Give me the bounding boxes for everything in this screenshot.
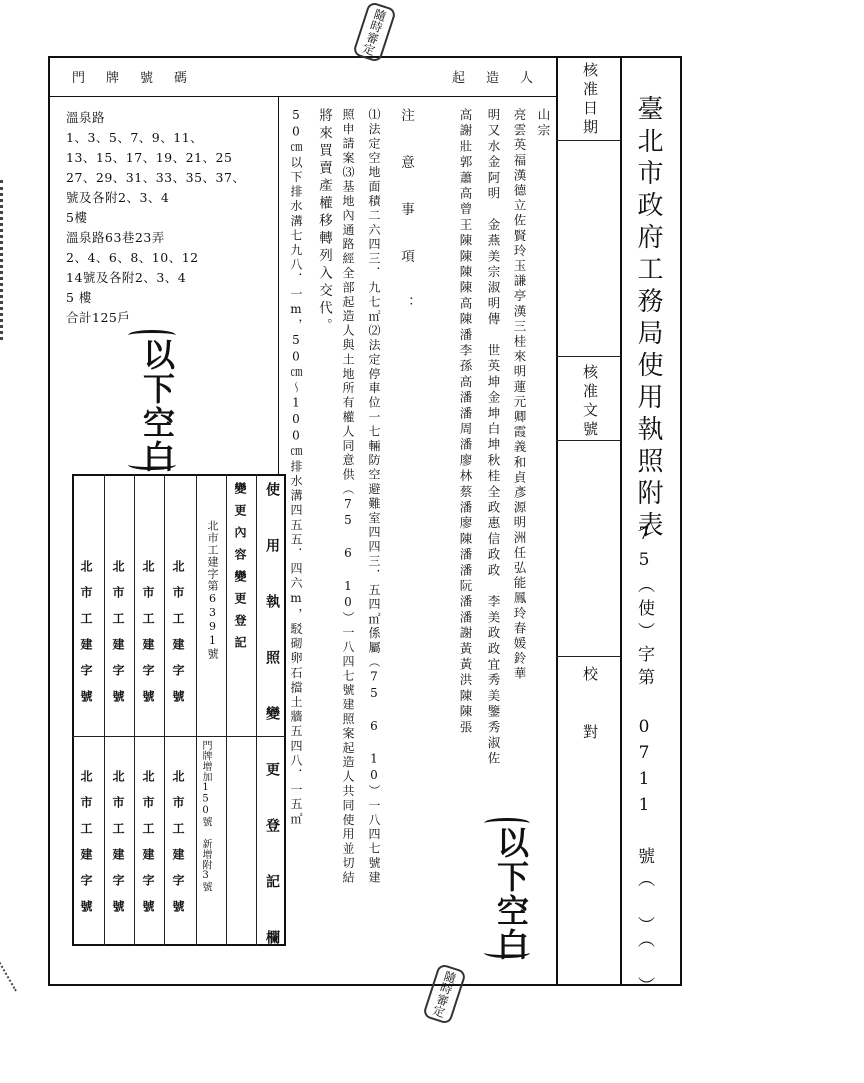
builder-column-2: 亮雲英福漢德立佐賢玲玉謙亭漢三桂來明蓮元卿霞義和貞彥源明洲任弘能鳳玲春媛鈴華 [512,108,527,682]
address-column-divider [278,96,279,476]
approval-date-divider [556,140,620,141]
seal-stamp-bottom: 隨時審定 [422,963,467,1025]
approval-doc-label: 核准文號 [581,364,599,440]
table-col-1 [104,474,105,946]
doorplate-header: 門 牌 號 碼 [72,71,192,86]
address-line: 溫泉路 [66,110,106,125]
address-line: 5樓 [66,210,88,225]
notes-line-4: 50㎝以下排水溝七九八．一m，50㎝～100㎝排水溝四五五．四六m，駁砌卵石擋土牆五四八．一五㎡ [289,108,303,827]
table-col-6 [256,474,257,946]
table-col-3 [164,474,165,946]
table-stamp: 北市工建字號 [111,770,125,926]
address-total: 合計125戶 [66,310,131,325]
header-divider [48,96,556,97]
address-line: 5 樓 [66,290,92,305]
table-col-2 [134,474,135,946]
doc-number: 75（使）字第 0711 號（ ）（ ） [634,524,654,1000]
address-line: 1、3、5、7、9、11、 [66,130,204,145]
table-stamp: 北市工建字號 [79,770,93,926]
notes-line-3: 將來買賣產權移轉列入交代。 [316,108,332,336]
notes-line-2: 照申請案⑶基地內通路經全部起造人與土地所有權人同意供（75 6 10）一八四七號建照案起造人共同使用並切結 [341,108,355,886]
address-line: 溫泉路63巷23弄 [66,230,165,245]
address-line: 13、15、17、19、21、25 [66,150,233,165]
scan-edge-mark [0,944,43,991]
table-stamp: 北市工建字號 [111,560,125,716]
table-stamp: 北市工建字號 [141,770,155,926]
notes-title: 注 意 事 項 ： [398,108,414,320]
blank-mark-left: 以下空白 [128,330,176,470]
builder-column-1: 山宗 [536,108,551,139]
builder-header: 起 造 人 [452,71,538,86]
table-header: 使 用 執 照 變 更 登 記 欄 [264,482,280,958]
document-title: 臺北市政府工務局使用執照附表 [633,95,663,543]
table-row-value: 北市工建字第6391號 [206,520,219,660]
table-col-4 [196,474,197,946]
notes-line-1: ⑴法定空地面積二六四三．九七㎡⑵法定停車位一七輛防空避難室四四三．五四㎡係屬（75 6 10）一八四七號建 [367,108,381,886]
approval-date-label: 核准日期 [581,62,599,138]
address-line: 2、4、6、8、10、12 [66,250,199,265]
table-col-5 [226,474,227,946]
approval-doc-divider [556,440,620,441]
table-stamp: 北市工建字號 [171,770,185,926]
approval-doc-bottom [556,656,620,657]
table-row-label: 變更內容變更登記 [233,482,247,658]
address-line: 14號及各附2、3、4 [66,270,187,285]
address-line: 27、29、31、33、35、37、 [66,170,246,185]
table-row-value: 門牌增加150號 新增附3號 [200,740,211,892]
builder-column-4: 高謝壯郭蕭高曾王陳陳陳陳高陳潘李孫高潘潘周潘廖林蔡潘廖陳潘潘阮潘潘謝黃黃洪陳陳張 [458,108,473,736]
proof-label: 校 對 [581,666,599,753]
blank-mark-right: 以下空白 [484,818,530,958]
approval-date-bottom [556,356,620,357]
seal-stamp-top: 隨時審定 [352,1,397,63]
right-panel-inner-divider [620,56,621,986]
table-stamp: 北市工建字號 [141,560,155,716]
table-stamp: 北市工建字號 [171,560,185,716]
builder-column-3: 明又水金阿明 金燕美宗淑明傳 世英坤金坤白坤秋桂全政惠信政政 李美政政宜秀美鑒秀淑佐 [486,108,501,768]
scan-edge-mark [0,180,17,340]
address-line: 號及各附2、3、4 [66,190,170,205]
table-stamp: 北市工建字號 [79,560,93,716]
